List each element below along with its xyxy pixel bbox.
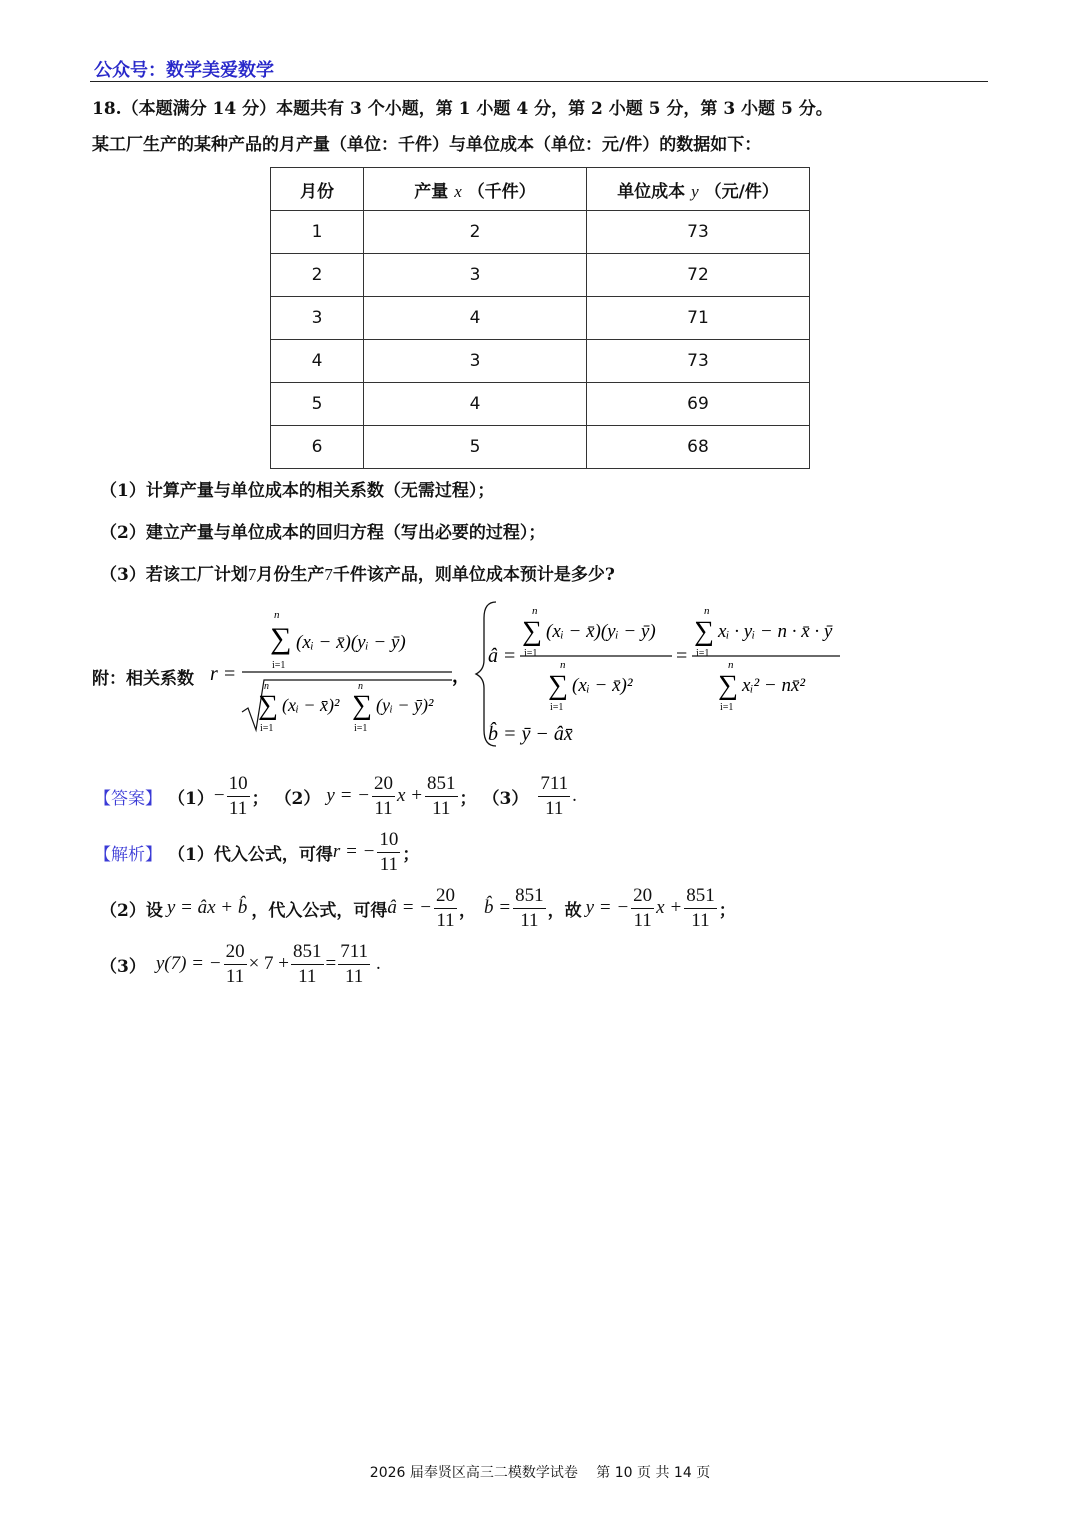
answer-tag: 【答案】 — [94, 788, 162, 809]
cell-cost: 69 — [587, 383, 810, 426]
question-3: （3）若该工厂计划7月份生产7千件该产品，则单位成本预计是多少? — [100, 565, 615, 585]
cell-month: 2 — [271, 254, 364, 297]
table-row — [271, 383, 810, 426]
cell-output: 2 — [364, 211, 587, 254]
sum-lower: i=1 — [696, 648, 710, 659]
cell-output: 4 — [364, 383, 587, 426]
cell-month: 5 — [271, 383, 364, 426]
cov-term: (xᵢ − x̄)(yᵢ − ȳ) — [296, 632, 406, 653]
cell-month: 1 — [271, 211, 364, 254]
answer-part-3-fraction: $\frac{711}{11}$ — [540, 772, 569, 819]
sigma-symbol: ∑ — [694, 616, 714, 647]
answer-part-2-label: （2） — [274, 788, 321, 809]
cell-cost: 72 — [587, 254, 810, 297]
header-unit-cost: 单位成本 y （元/件） — [587, 168, 810, 211]
question-1: （1）计算产量与单位成本的相关系数（无需过程）； — [100, 481, 495, 501]
sum-lower: i=1 — [272, 660, 286, 671]
r-equals: = — [224, 663, 236, 685]
cell-output: 4 — [364, 297, 587, 340]
a-denominator-2: xᵢ² − nx̄² — [742, 675, 806, 696]
question-2: （2）建立产量与单位成本的回归方程（写出必要的过程）； — [100, 523, 546, 543]
problem-heading: 18.（本题满分 14 分）本题共有 3 个小题，第 1 小题 4 分，第 2 小题 5 分，第 3 小题 5 分。 — [92, 99, 833, 119]
ydev-sq-term: (yᵢ − ȳ)² — [376, 695, 434, 715]
answer-part-2-fraction-1: $\frac{20}{11}$ — [373, 772, 393, 819]
table-row — [271, 340, 810, 383]
formula-comma: ， — [452, 666, 470, 686]
a-denominator-1: (xᵢ − x̄)² — [572, 675, 633, 696]
xdev-sq-term: (xᵢ − x̄)² — [282, 695, 340, 715]
a-equals-2: = — [676, 645, 688, 667]
sigma-symbol: ∑ — [718, 670, 738, 701]
answer-part-2-fraction-2: $\frac{851}{11}$ — [427, 772, 456, 819]
answer-part-1-label: （1） — [168, 788, 214, 809]
sigma-symbol: ∑ — [258, 690, 278, 721]
data-table — [270, 167, 810, 469]
sum-upper: n — [728, 659, 734, 671]
answer-part-1-fraction: $\frac{10}{11}$ — [228, 772, 248, 819]
sum-upper: n — [264, 681, 269, 692]
cell-output: 3 — [364, 340, 587, 383]
sigma-symbol: ∑ — [352, 690, 372, 721]
cell-month: 4 — [271, 340, 364, 383]
sum-upper: n — [560, 659, 566, 671]
sum-upper: n — [274, 609, 280, 621]
sum-upper: n — [532, 605, 538, 617]
appendix-label: 附：相关系数 — [92, 669, 194, 689]
a-hat: â — [488, 645, 498, 667]
header-title: 公众号：数学美爱数学 — [94, 60, 274, 81]
a-numerator-1: (xᵢ − x̄)(yᵢ − ȳ) — [546, 621, 656, 642]
sum-upper: n — [704, 605, 710, 617]
r-symbol: r — [210, 663, 218, 685]
cell-cost: 71 — [587, 297, 810, 340]
answer-line: 【答案】 （1） − $\frac{10}{11}$ ； （2） y = − $\frac{20}{11}$ x + $\frac{851}{11}$ ； （3） $\frac{711}{11}$ . — [94, 772, 577, 819]
sigma-symbol: ∑ — [548, 670, 568, 701]
table-header-row — [271, 168, 810, 211]
cell-output: 5 — [364, 426, 587, 469]
sigma-symbol: ∑ — [522, 616, 542, 647]
cell-month: 3 — [271, 297, 364, 340]
a-equals: = — [504, 645, 516, 667]
sum-lower: i=1 — [260, 723, 274, 734]
table-row — [271, 254, 810, 297]
analysis-step-3: （3） y(7) = − $\frac{20}{11}$ × 7 + $\frac{851}{11}$ = $\frac{711}{11}$ . — [100, 940, 381, 987]
b-hat-formula: b̂ = ȳ − âx̄ — [488, 723, 573, 745]
sum-lower: i=1 — [524, 648, 538, 659]
header-output: 产量 x （千件） — [364, 168, 587, 211]
cell-cost: 73 — [587, 340, 810, 383]
header-month: 月份 — [271, 168, 364, 211]
sum-upper: n — [358, 681, 363, 692]
table-row — [271, 426, 810, 469]
cell-month: 6 — [271, 426, 364, 469]
answer-part-1-sign: − — [213, 785, 225, 806]
cell-cost: 73 — [587, 211, 810, 254]
formula-block — [200, 590, 860, 750]
answer-part-3-label: （3） — [482, 788, 529, 809]
analysis-tag: 【解析】 — [94, 844, 162, 865]
page-footer: 2026 届奉贤区高三二模数学试卷 第 10 页 共 14 页 — [369, 1465, 711, 1481]
table-row — [271, 297, 810, 340]
answer-part-2-lhs: y = − — [326, 785, 370, 806]
sum-lower: i=1 — [550, 702, 564, 713]
a-numerator-2: xᵢ · yᵢ − n · x̄ · ȳ — [718, 621, 833, 642]
problem-intro: 某工厂生产的某种产品的月产量（单位：千件）与单位成本（单位：元/件）的数据如下： — [92, 135, 762, 155]
sigma-symbol: ∑ — [270, 622, 292, 655]
analysis-step-2: （2）设 y = âx + b̂ ，代入公式，可得 â = − $\frac{20}{11}$ ， b̂ = $\frac{851}{11}$ ，故 y = − $\frac{20}{11}$ x + $\frac{851}{11}$ ； — [100, 884, 736, 931]
cell-cost: 68 — [587, 426, 810, 469]
table-row — [271, 211, 810, 254]
analysis-step-1: 【解析】 （1）代入公式，可得 r = − $\frac{10}{11}$ ； — [94, 828, 420, 875]
cell-output: 3 — [364, 254, 587, 297]
sum-lower: i=1 — [354, 723, 368, 734]
analysis-step-1-fraction: $\frac{10}{11}$ — [379, 828, 399, 875]
header-divider — [90, 81, 988, 82]
sum-lower: i=1 — [720, 702, 734, 713]
